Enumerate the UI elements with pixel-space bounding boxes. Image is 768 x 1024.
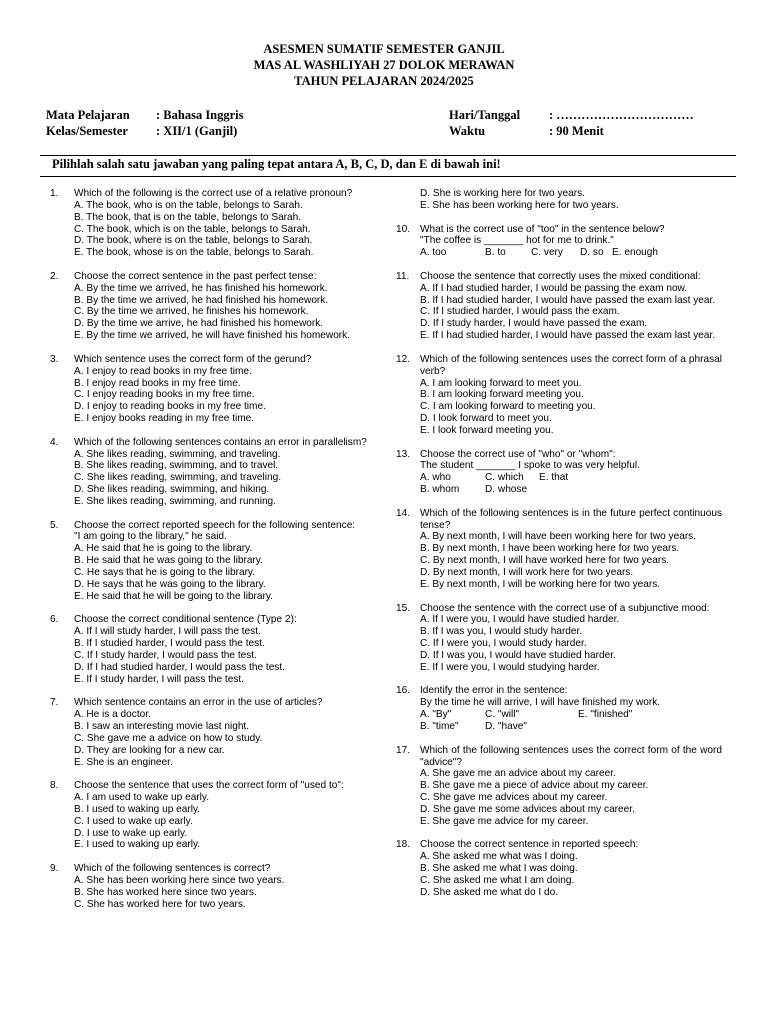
option: D. If I study harder, I would have passed the exam. <box>420 318 648 330</box>
option: B. She has worked here since two years. <box>74 886 257 898</box>
option: C. He says that he is going to the library. <box>74 567 256 578</box>
left-column <box>50 188 376 922</box>
option: C. very <box>531 247 563 259</box>
question-number: 16. <box>396 685 411 697</box>
option: B. to <box>485 247 506 259</box>
option: A. I am used to wake up early. <box>74 792 210 804</box>
option: D. whose <box>485 484 528 496</box>
option: E. If I had studied harder, I would have passed the exam last year. <box>420 330 716 342</box>
question-number: 14. <box>396 507 411 519</box>
option: D. I use to wake up early. <box>74 827 188 839</box>
option: E. She gave me advice for my career. <box>420 815 589 827</box>
option: E. He said that he will be going to the library. <box>74 590 273 602</box>
question-2 <box>50 271 376 342</box>
option: D. "have" <box>485 720 527 732</box>
question-number: 1. <box>50 188 59 199</box>
question-text: Which sentence contains an error in the use of articles? <box>74 697 323 709</box>
question-number: 11. <box>396 270 410 282</box>
right-column <box>396 188 722 910</box>
bottom-divider <box>40 176 736 177</box>
option: B. She likes reading, swimming, and to travel. <box>74 460 279 472</box>
subject-value: : Bahasa Inggris <box>156 108 244 122</box>
question-text: Which of the following sentences uses the correct form of a phrasal verb? <box>420 353 722 377</box>
option: B. She gave me a piece of advice about my career. <box>420 780 649 792</box>
question-13 <box>396 449 722 496</box>
question-text: Choose the sentence that correctly uses the mixed conditional: <box>420 270 701 282</box>
question-text: Which of the following sentences uses the correct form of the word "advice"? <box>420 744 722 768</box>
option: E. that <box>539 472 569 484</box>
question-14 <box>396 508 722 591</box>
option: C. The book, which is on the table, belongs to Sarah. <box>74 223 311 235</box>
option: B. whom <box>420 484 460 496</box>
option: E. If I were you, I would studying harder. <box>420 661 600 673</box>
question-text: Choose the sentence that uses the correct form of "used to": <box>74 780 344 792</box>
question-11 <box>396 271 722 342</box>
question-15 <box>396 603 722 674</box>
question-17 <box>396 745 722 828</box>
question-text: Which of the following sentences is in the future perfect continuous tense? <box>420 507 722 531</box>
question-number: 9. <box>50 863 59 875</box>
option: E. I enjoy books reading in my free time. <box>74 413 255 425</box>
academic-year: TAHUN PELAJARAN 2024/2025 <box>294 74 474 88</box>
option: B. I saw an interesting movie last night. <box>74 720 250 732</box>
quoted-sentence: "The coffee is _______ hot for me to drink." <box>420 235 614 247</box>
question-9 <box>50 863 376 910</box>
option: A. By the time we arrived, he has finished his homework. <box>74 282 328 294</box>
option: B. If I studied harder, I would pass the test. <box>74 638 265 650</box>
question-number: 13. <box>396 448 411 460</box>
option: A. I am looking forward to meet you. <box>420 377 582 389</box>
option: D. She likes reading, swimming, and hiking. <box>74 484 270 496</box>
question-number: 12. <box>396 353 411 365</box>
option: C. If I studied harder, I would pass the exam. <box>420 306 620 318</box>
option: D. so <box>580 247 604 259</box>
option: E. She has been working here for two years. <box>420 199 619 211</box>
option: A. If I will study harder, I will pass the test. <box>74 626 261 638</box>
option: A. The book, who is on the table, belongs to Sarah. <box>74 199 303 211</box>
option: C. I am looking forward to meeting you. <box>420 401 596 413</box>
option: E. By the time we arrived, he will have finished his homework. <box>74 330 351 342</box>
option: C. If I study harder, I would pass the test. <box>74 649 257 661</box>
option: D. If I had studied harder, I would pass the test. <box>74 661 285 673</box>
time-label: Waktu <box>449 124 486 138</box>
option: E. I look forward meeting you. <box>420 424 554 436</box>
option: D. They are looking for a new car. <box>74 744 225 756</box>
question-text: Which sentence uses the correct form of the gerund? <box>74 353 312 365</box>
question-text: Identify the error in the sentence: <box>420 685 568 697</box>
option: A. If I were you, I would have studied harder. <box>420 614 620 626</box>
option: C. If I were you, I would study harder. <box>420 638 587 650</box>
option: C. I used to wake up early. <box>74 815 193 827</box>
option-row <box>420 709 722 721</box>
option: A. who <box>420 472 451 484</box>
option: D. She is working here for two years. <box>420 188 585 199</box>
question-text: Choose the correct reported speech for the following sentence: <box>74 519 356 531</box>
option: E. By next month, I will be working here for two years. <box>420 578 661 590</box>
question-number: 17. <box>396 744 411 756</box>
question-number: 5. <box>50 519 59 531</box>
option-row <box>420 472 722 484</box>
question-text: Which of the following sentences contains an error in parallelism? <box>74 436 367 448</box>
option: E. I used to waking up early. <box>74 839 201 851</box>
time-value: : 90 Menit <box>549 124 604 138</box>
option: B. I enjoy read books in my free time. <box>74 377 241 389</box>
option: B. I used to waking up early. <box>74 803 201 815</box>
option: D. She gave me some advices about my career. <box>420 803 635 815</box>
option: E. She likes reading, swimming, and running. <box>74 495 276 507</box>
question-7 <box>50 697 376 768</box>
option: E. She is an engineer. <box>74 756 173 768</box>
option: E. "finished" <box>578 709 633 721</box>
date-value: : …………………………… <box>549 108 694 122</box>
option: A. She has been working here since two years. <box>74 874 285 886</box>
option: A. I enjoy to read books in my free time. <box>74 365 252 377</box>
option-row <box>420 484 722 496</box>
question-3 <box>50 354 376 425</box>
option: A. He said that he is going to the library. <box>74 543 253 555</box>
question-8 <box>50 780 376 851</box>
option: A. She likes reading, swimming, and traveling. <box>74 448 281 460</box>
question-number: 7. <box>50 697 59 709</box>
question-number: 4. <box>50 436 59 448</box>
question-number: 10. <box>396 223 411 235</box>
question-text: Choose the sentence with the correct use of a subjunctive mood: <box>420 602 710 614</box>
class-value: : XII/1 (Ganjil) <box>156 124 238 138</box>
option: D. By the time we arrive, he had finished his homework. <box>74 318 324 330</box>
option: A. He is a doctor. <box>74 709 151 721</box>
option: B. He said that he was going to the library. <box>74 555 263 567</box>
subject-label: Mata Pelajaran <box>46 108 130 122</box>
option: B. By the time we arrived, he had finished his homework. <box>74 294 329 306</box>
option: E. enough <box>612 247 659 259</box>
question-text: Choose the correct use of "who" or "whom": <box>420 448 616 460</box>
option: D. The book, where is on the table, belongs to Sarah. <box>74 235 313 247</box>
option: C. She gave me a advice on how to study. <box>74 732 263 744</box>
question-number: 6. <box>50 614 59 626</box>
question-sentence: By the time he will arrive, I will have finished my work. <box>420 697 661 709</box>
option: C. She asked me what I am doing. <box>420 874 575 886</box>
option: B. I am looking forward meeting you. <box>420 389 584 401</box>
option: C. She gave me advices about my career. <box>420 792 608 804</box>
question-number: 2. <box>50 270 59 282</box>
question-9-continued <box>396 188 722 212</box>
option: C. She likes reading, swimming, and traveling. <box>74 472 282 484</box>
question-text: What is the correct use of "too" in the sentence below? <box>420 223 665 235</box>
option: A. If I had studied harder, I would be passing the exam now. <box>420 282 688 294</box>
option: A. "By" <box>420 709 452 721</box>
option: D. If I was you, I would have studied harder. <box>420 649 616 661</box>
option: D. I enjoy to reading books in my free time. <box>74 401 266 413</box>
option: A. She asked me what was I doing. <box>420 851 578 863</box>
option: B. If I was you, I would study harder. <box>420 626 583 638</box>
question-number: 8. <box>50 780 59 792</box>
option: B. "time" <box>420 720 459 732</box>
instruction-text: Pilihlah salah satu jawaban yang paling tepat antara A, B, C, D, dan E di bawah ini! <box>52 157 501 171</box>
option: D. By next month, I will work here for two years. <box>420 567 634 578</box>
option: D. She asked me what do I do. <box>420 886 559 898</box>
question-10 <box>396 224 722 260</box>
question-number: 18. <box>396 839 411 851</box>
question-number: 3. <box>50 353 59 365</box>
option: A. She gave me an advice about my career. <box>420 768 616 780</box>
option: E. The book, whose is on the table, belongs to Sarah. <box>74 247 314 259</box>
question-text: Which of the following is the correct use of a relative pronoun? <box>74 188 353 199</box>
question-text: Choose the correct conditional sentence (Type 2): <box>74 614 297 626</box>
class-label: Kelas/Semester <box>46 124 128 138</box>
option: A. By next month, I will have been working here for two years. <box>420 531 697 543</box>
option-row <box>420 247 722 259</box>
option: D. He says that he was going to the library. <box>74 578 266 590</box>
option: C. By the time we arrived, he finishes his homework. <box>74 306 309 318</box>
question-5 <box>50 520 376 603</box>
option: C. By next month, I will have worked here for two years. <box>420 555 670 567</box>
option: A. too <box>420 247 447 259</box>
question-1 <box>50 188 376 259</box>
question-text: Which of the following sentences is correct? <box>74 863 271 875</box>
option: B. If I had studied harder, I would have passed the exam last year. <box>420 294 716 306</box>
option: C. "will" <box>485 709 520 721</box>
question-6 <box>50 614 376 685</box>
question-16 <box>396 685 722 732</box>
option: C. I enjoy reading books in my free time. <box>74 389 255 401</box>
option: C. She has worked here for two years. <box>74 898 246 910</box>
quoted-sentence: "I am going to the library," he said. <box>74 531 227 543</box>
question-sentence: The student _______ I spoke to was very helpful. <box>420 460 640 472</box>
option: E. If I study harder, I will pass the test. <box>74 673 244 685</box>
question-12 <box>396 354 722 437</box>
question-text: Choose the correct sentence in the past perfect tense: <box>74 270 317 282</box>
exam-title: ASESMEN SUMATIF SEMESTER GANJIL <box>263 42 505 56</box>
question-text: Choose the correct sentence in reported speech: <box>420 839 639 851</box>
option: C. which <box>485 472 524 484</box>
school-name: MAS AL WASHLIYAH 27 DOLOK MERAWAN <box>253 58 515 72</box>
option: B. She asked me what I was doing. <box>420 863 578 875</box>
top-divider <box>40 155 736 156</box>
date-label: Hari/Tanggal <box>449 108 521 122</box>
option: D. I look forward to meet you. <box>420 413 552 425</box>
option-row <box>420 721 722 733</box>
option: B. The book, that is on the table, belongs to Sarah. <box>74 211 302 223</box>
question-4 <box>50 437 376 508</box>
question-number: 15. <box>396 602 411 614</box>
option: B. By next month, I have been working here for two years. <box>420 543 680 555</box>
question-18 <box>396 839 722 898</box>
